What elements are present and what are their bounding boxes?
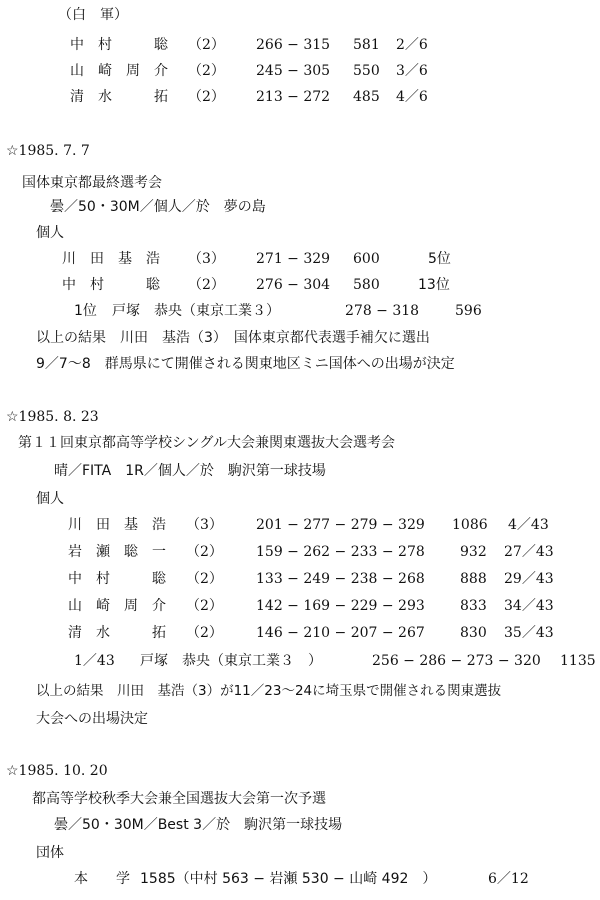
name: 岩 瀬 聡 一 [68, 544, 166, 560]
rank: 5位 [428, 251, 451, 267]
total: 581 [353, 37, 380, 53]
grade: （2） [186, 571, 223, 587]
name: 清 水 拓 [68, 625, 166, 641]
scores: 142 − 169 − 229 − 293 [256, 598, 425, 614]
scores: 159 − 262 − 233 − 278 [256, 544, 425, 560]
rank: 29／43 [504, 571, 554, 587]
rank: 4／6 [396, 89, 428, 105]
section-title: 国体東京都最終選考会 [22, 175, 162, 191]
rank: 3／6 [396, 63, 428, 79]
scores: 276 − 304 [256, 277, 331, 293]
rank: 27／43 [504, 544, 554, 560]
name: 川 田 基 浩 [68, 517, 166, 533]
total: 833 [460, 598, 487, 614]
grade: （2） [188, 89, 225, 105]
rank: 2／6 [396, 37, 428, 53]
rank: 4／43 [508, 517, 549, 533]
total: 600 [353, 251, 380, 267]
result-note: 9／7〜8 群馬県にて開催される関東地区ミニ国体への出場が決定 [36, 356, 455, 372]
name: 中 村 聡 [70, 37, 168, 53]
total: 485 [353, 89, 380, 105]
grade: （2） [188, 37, 225, 53]
rank: 13位 [418, 277, 450, 293]
result-note: 以上の結果 川田 基浩（3）が11／23〜24に埼玉県で開催される関東選抜 [36, 683, 502, 699]
grade: （2） [188, 277, 225, 293]
grade: （2） [186, 598, 223, 614]
team-rank: 6／12 [488, 871, 529, 887]
team-label: 団体 [36, 845, 64, 861]
total: 550 [353, 63, 380, 79]
individual-label: 個人 [36, 491, 64, 507]
team-name: 本 学 [74, 871, 130, 887]
section-conditions: 晴／FITA 1R／個人／於 駒沢第一球技場 [54, 463, 326, 479]
total: 932 [460, 544, 487, 560]
section-title: 都高等学校秋季大会兼全国選抜大会第一次予選 [32, 791, 326, 807]
winner-total: 596 [455, 303, 482, 319]
scores: 146 − 210 − 207 − 267 [256, 625, 425, 641]
individual-label: 個人 [36, 225, 64, 241]
scores: 133 − 249 − 238 − 268 [256, 571, 425, 587]
rank: 35／43 [504, 625, 554, 641]
section-conditions: 曇／50・30M／個人／於 夢の島 [50, 199, 266, 215]
winner-name: 戸塚 恭央（東京工業３ ） [140, 653, 322, 669]
section-conditions: 曇／50・30M／Best 3／於 駒沢第一球技場 [54, 817, 343, 833]
name: 清 水 拓 [70, 89, 168, 105]
section-date: ☆1985. 8. 23 [6, 409, 99, 425]
total: 580 [353, 277, 380, 293]
scores: 266 − 315 [256, 37, 331, 53]
section-date: ☆1985. 7. 7 [6, 143, 90, 159]
total: 1086 [452, 517, 488, 533]
grade: （3） [188, 251, 225, 267]
winner-position: 1／43 [74, 653, 115, 669]
team-detail: 1585（中村 563 − 岩瀬 530 − 山崎 492 ） [140, 871, 437, 887]
result-note: 大会への出場決定 [36, 711, 148, 727]
scores: 271 − 329 [256, 251, 331, 267]
name: 中 村 聡 [62, 277, 160, 293]
scores: 201 − 277 − 279 − 329 [256, 517, 425, 533]
scores: 245 − 305 [256, 63, 331, 79]
winner-scores: 256 − 286 − 273 − 320 [372, 653, 541, 669]
total: 888 [460, 571, 487, 587]
name: 山 崎 周 介 [70, 63, 168, 79]
grade: （2） [188, 63, 225, 79]
section-date: ☆1985. 10. 20 [6, 763, 108, 779]
name: 川 田 基 浩 [62, 251, 160, 267]
winner-name: 戸塚 恭央（東京工業３） [112, 303, 280, 319]
grade: （2） [186, 625, 223, 641]
section-title: 第１１回東京都高等学校シングル大会兼関東選抜大会選考会 [18, 435, 395, 451]
result-note: 以上の結果 川田 基浩（3） 国体東京都代表選手補欠に選出 [36, 330, 430, 346]
winner-total: 1135 [560, 653, 596, 669]
name: 中 村 聡 [68, 571, 166, 587]
total: 830 [460, 625, 487, 641]
grade: （3） [186, 517, 223, 533]
scores: 213 − 272 [256, 89, 331, 105]
white-team-header: （白 軍） [58, 7, 128, 23]
winner-position: 1位 [74, 303, 97, 319]
grade: （2） [186, 544, 223, 560]
winner-scores: 278 − 318 [345, 303, 420, 319]
rank: 34／43 [504, 598, 554, 614]
name: 山 崎 周 介 [68, 598, 166, 614]
